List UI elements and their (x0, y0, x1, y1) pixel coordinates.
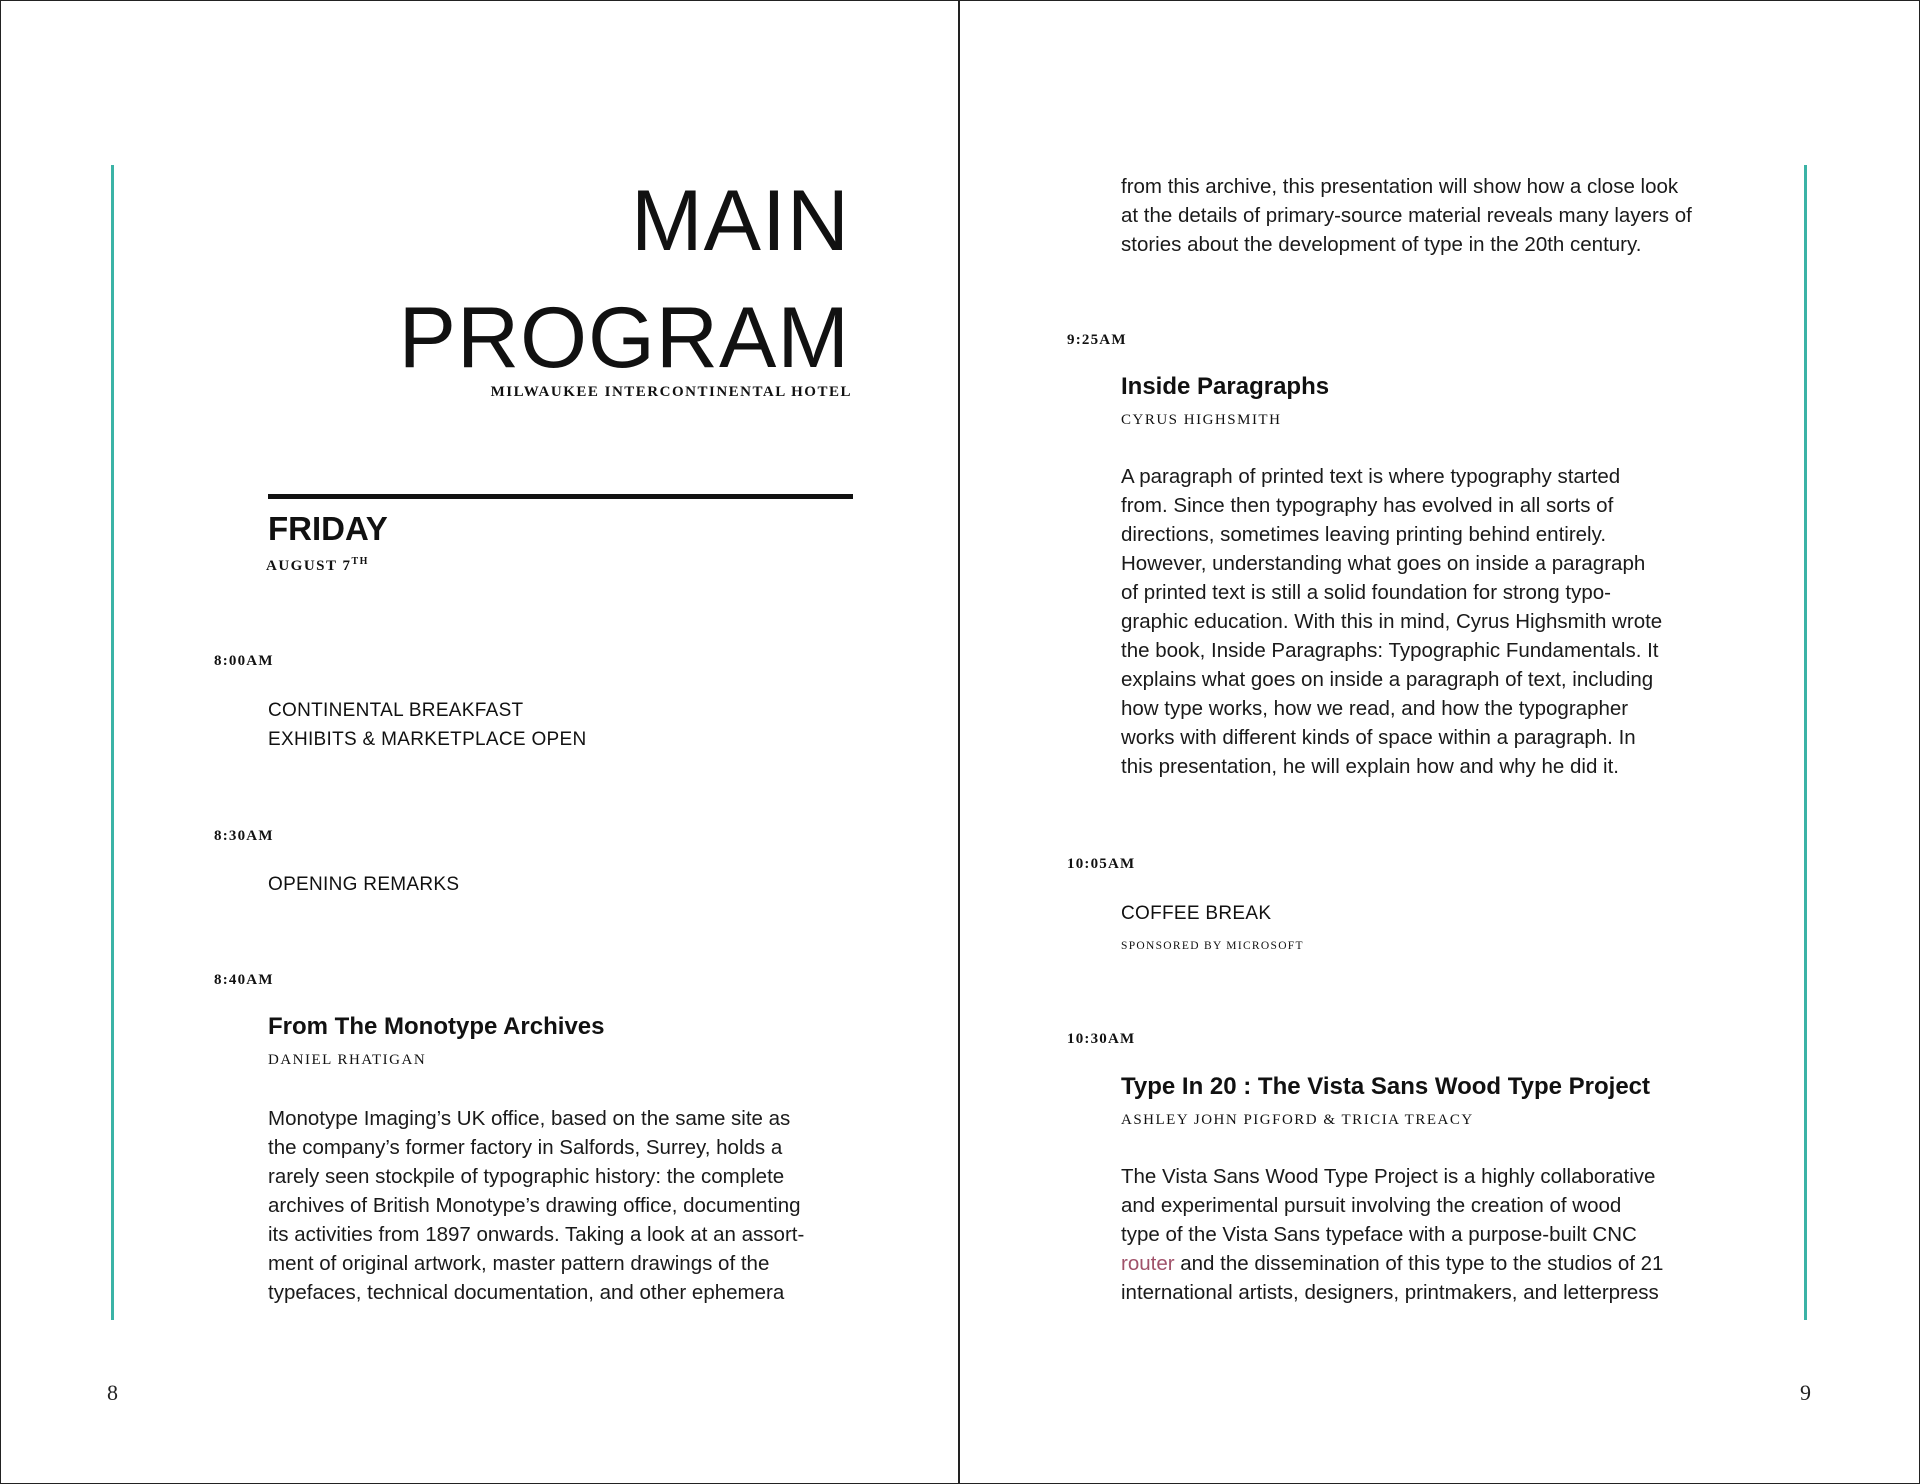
book-spine (958, 0, 960, 1484)
event-list (268, 696, 587, 754)
talk-title: Inside Paragraphs (1121, 373, 1330, 400)
talk-title: Type In 20 : The Vista Sans Wood Type Project (1121, 1073, 1651, 1100)
event-line: COFFEE BREAK (1121, 903, 1272, 924)
event-line: OPENING REMARKS (268, 874, 460, 895)
talk-description: The Vista Sans Wood Type Project is a highly collaborative and experimental pursuit involving the creation of wood type of the Vista Sans typeface with a purpose-built CNC router and the dissemination of this type to the studios of 21 international artists, designers, printmakers, and letterpress (1121, 1165, 1664, 1304)
time-label: 8:00AM (214, 653, 274, 669)
time-label: 8:40AM (214, 972, 274, 988)
talk-title: From The Monotype Archives (268, 1013, 605, 1040)
time-label: 10:05AM (1067, 856, 1136, 872)
page-number-right: 9 (1800, 1380, 1811, 1405)
speaker-name: DANIEL RHATIGAN (268, 1052, 427, 1068)
section-divider (268, 494, 853, 499)
date-label: AUGUST 7TH (266, 556, 369, 574)
speaker-name: CYRUS HIGHSMITH (1121, 412, 1282, 428)
title-line-2: PROGRAM (398, 290, 850, 386)
time-label: 8:30AM (214, 828, 274, 844)
time-label: 9:25AM (1067, 332, 1127, 348)
sponsor-label: SPONSORED BY MICROSOFT (1121, 940, 1304, 952)
day-heading: FRIDAY (268, 510, 388, 547)
time-label: 10:30AM (1067, 1031, 1136, 1047)
right-margin-rule (1804, 165, 1807, 1320)
speaker-name: ASHLEY JOHN PIGFORD & TRICIA TREACY (1121, 1112, 1474, 1128)
talk-description: A paragraph of printed text is where typography started from. Since then typography has evolved in all sorts of directions, sometimes leaving printing behind entirely. However, understanding what goes on inside a paragraph of printed text is still a solid foundation for strong typo- graphic education. With this in mind, Cyrus Highsmith wrote the book, Inside Paragraphs: Typographic Fundamentals. It explains what goes on inside a paragraph of text, including how type works, how we read, and how the typographer works with different kinds of space within a paragraph. In this presentation, he will explain how and why he did it. (1121, 465, 1663, 778)
continued-description: from this archive, this presentation will show how a close look at the details of primary-source material reveals many layers of stories about the development of type in the 20th century. (1121, 175, 1692, 256)
left-margin-rule (111, 165, 114, 1320)
router-link[interactable]: router (1121, 1252, 1175, 1275)
page-number-left: 8 (107, 1380, 118, 1405)
title-line-1: MAIN (631, 173, 850, 269)
venue-subtitle: MILWAUKEE INTERCONTINENTAL HOTEL (490, 384, 852, 400)
event-line: CONTINENTAL BREAKFAST (268, 700, 524, 721)
talk-description: Monotype Imaging’s UK office, based on the same site as the company’s former factory in Salfords, Surrey, holds a rarely seen stockpile of typographic history: the complete archives of British Monotype’s drawing office, documenting its activities from 1897 onwards. Taking a look at an assort- ment of original artwork, master pattern drawings of the typefaces, technical documentation, and other ephemera (268, 1107, 805, 1304)
event-line: EXHIBITS & MARKETPLACE OPEN (268, 729, 587, 750)
